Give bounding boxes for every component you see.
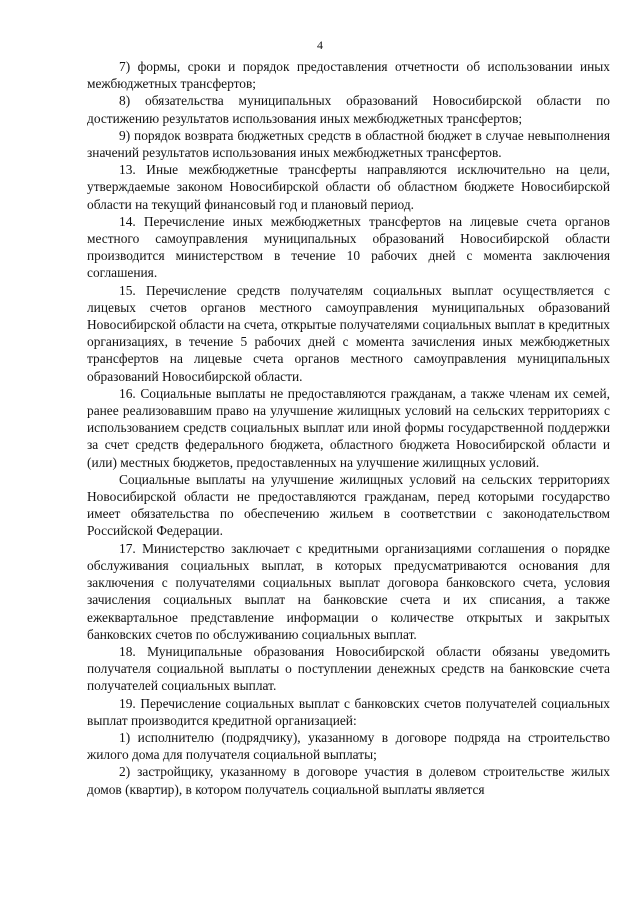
paragraph-18: 18. Муниципальные образования Новосибирской области обязаны уведомить получателя социальной выплаты о поступлении денежных средств на банковские счета получателей социальных выплат.	[87, 643, 610, 694]
paragraph-item-7: 7) формы, сроки и порядок предоставления отчетности об использовании иных межбюджетных трансфертов;	[87, 59, 610, 92]
paragraph-13: 13. Иные межбюджетные трансферты направляются исключительно на цели, утверждаемые законом Новосибирской области об областном бюджете Новосибирской области на текущий финансовый год и плановый период.	[87, 162, 610, 212]
paragraph-item-9: 9) порядок возврата бюджетных средств в областной бюджет в случае невыполнения значений результатов использования иных межбюджетных трансфертов.	[87, 127, 610, 161]
paragraph-16-continued: Социальные выплаты на улучшение жилищных условий на сельских территориях Новосибирской области не предоставляются гражданам, перед которыми государство имеет обязательства по обеспечению жильем в соответствии с законодательством Российской Федерации.	[87, 471, 610, 539]
paragraph-19-item-1: 1) исполнителю (подрядчику), указанному в договоре подряда на строительство жилого дома для получателя социальной выплаты;	[87, 729, 610, 763]
paragraph-14: 14. Перечисление иных межбюджетных трансфертов на лицевые счета органов местного самоуправления муниципальных образований Новосибирской области производится министерством в течение 10 рабочих дней с момента заключения соглашения.	[87, 213, 610, 281]
paragraph-19-item-2: 2) застройщику, указанному в договоре участия в долевом строительстве жилых домов (квартир), в котором получатель социальной выплаты является	[87, 764, 610, 797]
paragraph-17: 17. Министерство заключает с кредитными организациями соглашения о порядке обслуживания социальных выплат, в которых предусматриваются основания для заключения с получателями социальных выплат договора банковского счета, условия зачисления социальных выплат на банковские счета и их списания, а также ежеквартальное представление информации о количестве открытых и закрытых банковских счетов по обслуживанию социальных выплат.	[87, 540, 610, 642]
page-number: 4	[317, 38, 323, 52]
document-body	[87, 58, 610, 798]
paragraph-15: 15. Перечисление средств получателям социальных выплат осуществляется с лицевых счетов органов местного самоуправления муниципальных образований Новосибирской области на счета, открытые получателями социальных выплат в кредитных организациях, в течение 5 рабочих дней с момента зачисления иных межбюджетных трансфертов на лицевые счета органов местного самоуправления муниципальных образований Новосибирской области.	[87, 282, 611, 384]
paragraph-item-8: 8) обязательства муниципальных образований Новосибирской области по достижению результатов использования иных межбюджетных трансфертов;	[87, 93, 610, 126]
paragraph-16: 16. Социальные выплаты не предоставляются гражданам, а также членам их семей, ранее реализовавшим право на улучшение жилищных условий на сельских территориях с использованием средств социальных выплат или иной формы государственной поддержки за счет средств федерального бюджета, областного бюджета Новосибирской области и (или) местных бюджетов, предоставленных на улучшение жилищных условий.	[87, 385, 610, 470]
paragraph-19: 19. Перечисление социальных выплат с банковских счетов получателей социальных выплат производится кредитной организацией:	[87, 695, 610, 728]
